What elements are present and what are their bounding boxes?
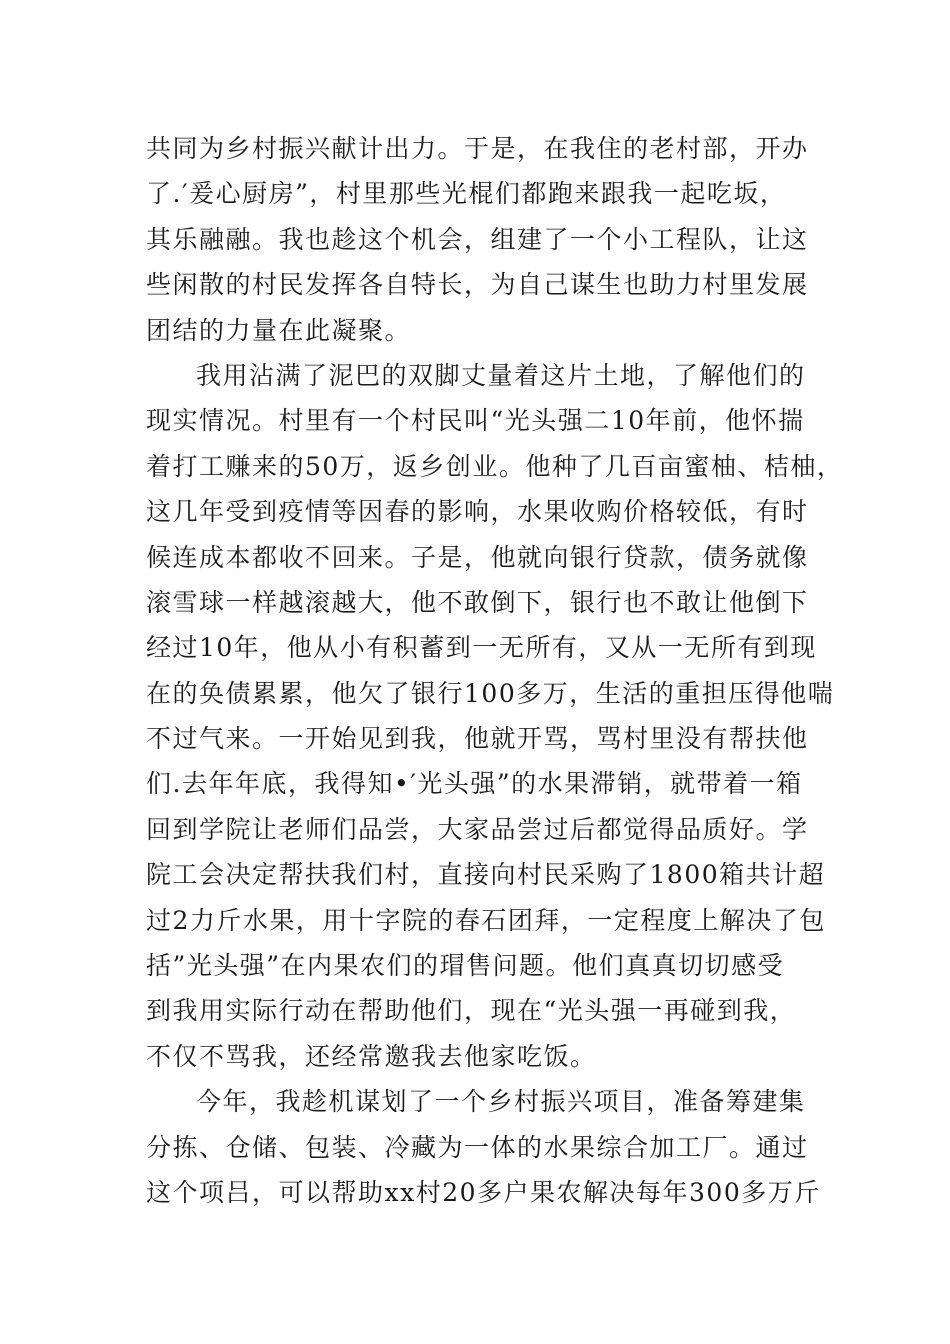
text-line: 这个项吕，可以帮助xx村20多户果农解决每年300多万斤 <box>146 1177 821 1207</box>
document-body <box>146 126 844 1215</box>
text-line: 其乐融融。我也趁这个机会，组建了一个小工程队，让这 <box>146 224 809 254</box>
text-line: 了.′爰心厨房”，村里那些光棍们都跑来跟我一起吃坂， <box>146 179 787 209</box>
text-line: 分拣、仓储、包装、冷藏为一体的水果综合加工厂。通过 <box>146 1132 809 1162</box>
text-line: 不过气来。一开始见到我，他就开骂，骂村里没有帮扶他 <box>146 724 809 754</box>
text-line: 在的奂债累累，他欠了银行100多万，生活的重担压得他喘 <box>146 678 835 708</box>
text-line: 院工会决定帮扶我们村，直接向村民采购了1800箱共计超 <box>146 860 826 890</box>
text-line: 团结的力量在此凝聚。 <box>146 315 412 345</box>
text-line: 滚雪球一样越滚越大，他不敢倒下，银行也不敢让他倒下 <box>146 587 809 617</box>
text-line: 过2力斤水果，用十字院的春石团拜，一定程度上解决了包 <box>146 905 826 935</box>
text-line: 候连成本都收不回来。子是，他就向银行贷款，债务就像 <box>146 542 809 572</box>
paragraph-first-line: 我用沾满了泥巴的双脚丈量着这片土地，了解他们的 <box>196 360 806 390</box>
text-line: 们.去年年底，我得知•′光头强”的水果滞销，就带着一箱 <box>146 769 803 799</box>
text-line: 经过10年，他从小有积蓄到一无所有，又从一无所有到现 <box>146 633 817 663</box>
paragraph-first-line: 今年，我趁机谋划了一个乡村振兴项目，准备筹建集 <box>196 1087 806 1117</box>
text-line: 些闲散的村民发挥各自特长，为自己谋生也助力村里发展 <box>146 270 809 300</box>
text-line: 回到学院让老师们品尝，大家品尝过后都觉得品质好。学 <box>146 814 809 844</box>
text-line: 共同为乡村振兴献计出力。于是，在我住的老村部，开办 <box>146 134 809 163</box>
text-line: 现实情况。村里有一个村民叫“光头强二10年前，他怀揣 <box>146 406 805 436</box>
text-line: 到我用实际行动在帮助他们，现在“光头强一再碰到我， <box>146 996 797 1026</box>
text-line: 括”光头强”在内果农们的瑁售问题。他们真真切切感受 <box>146 951 785 981</box>
text-line: 着打工赚来的50万，返乡创业。他种了几百亩蜜柚、桔柚， <box>146 451 844 481</box>
text-line: 这几年受到疫情等因春的影响，水果收购价格较低，有时 <box>146 497 809 527</box>
text-line: 不仅不骂我，还经常邀我去他家吃饭。 <box>146 1041 597 1071</box>
